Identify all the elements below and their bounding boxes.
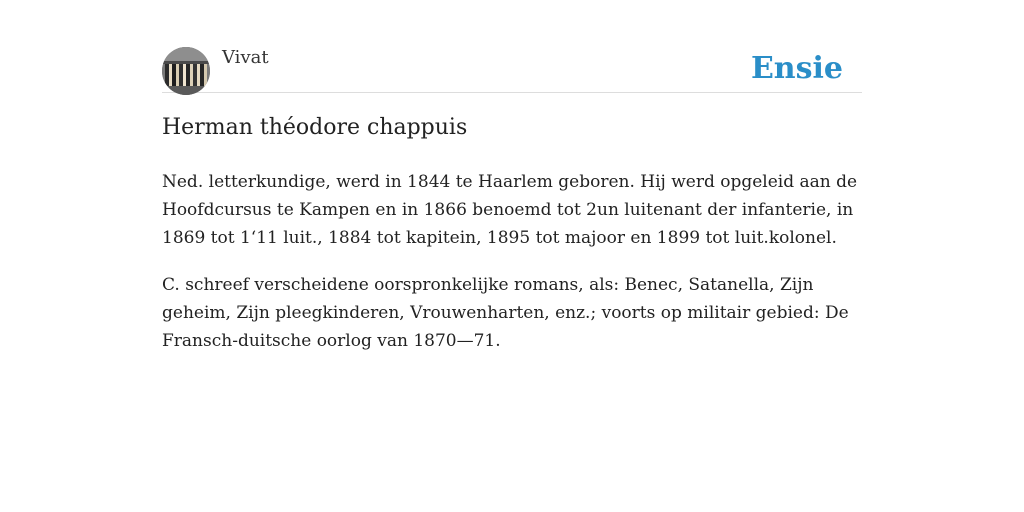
site-name[interactable]: Vivat — [222, 47, 269, 68]
brand-logo[interactable]: Ensie — [750, 51, 843, 86]
page-title: Herman théodore chappuis — [162, 115, 468, 140]
article-body — [162, 168, 862, 374]
page — [162, 0, 862, 512]
article-paragraph: Ned. letterkundige, werd in 1844 te Haarlem geboren. Hij werd opgeleid aan de Hoofdcursus te Kampen en in 1866 benoemd tot 2un luitenant der infanterie, in 1869 tot 1‘11 luit., 1884 tot kapitein, 1895 tot majoor en 1899 tot luit.kolonel. — [162, 172, 858, 248]
article-paragraph: C. schreef verscheidene oorspronkelijke romans, als: Benec, Satanella, Zijn geheim, Zijn pleegkinderen, Vrouwenharten, enz.; voorts op militair gebied: De Fransch-duitsche oorlog van 1870—71. — [162, 275, 849, 351]
source-avatar[interactable] — [162, 47, 210, 95]
bookshelf-avatar-icon — [162, 47, 210, 95]
header — [162, 0, 862, 93]
